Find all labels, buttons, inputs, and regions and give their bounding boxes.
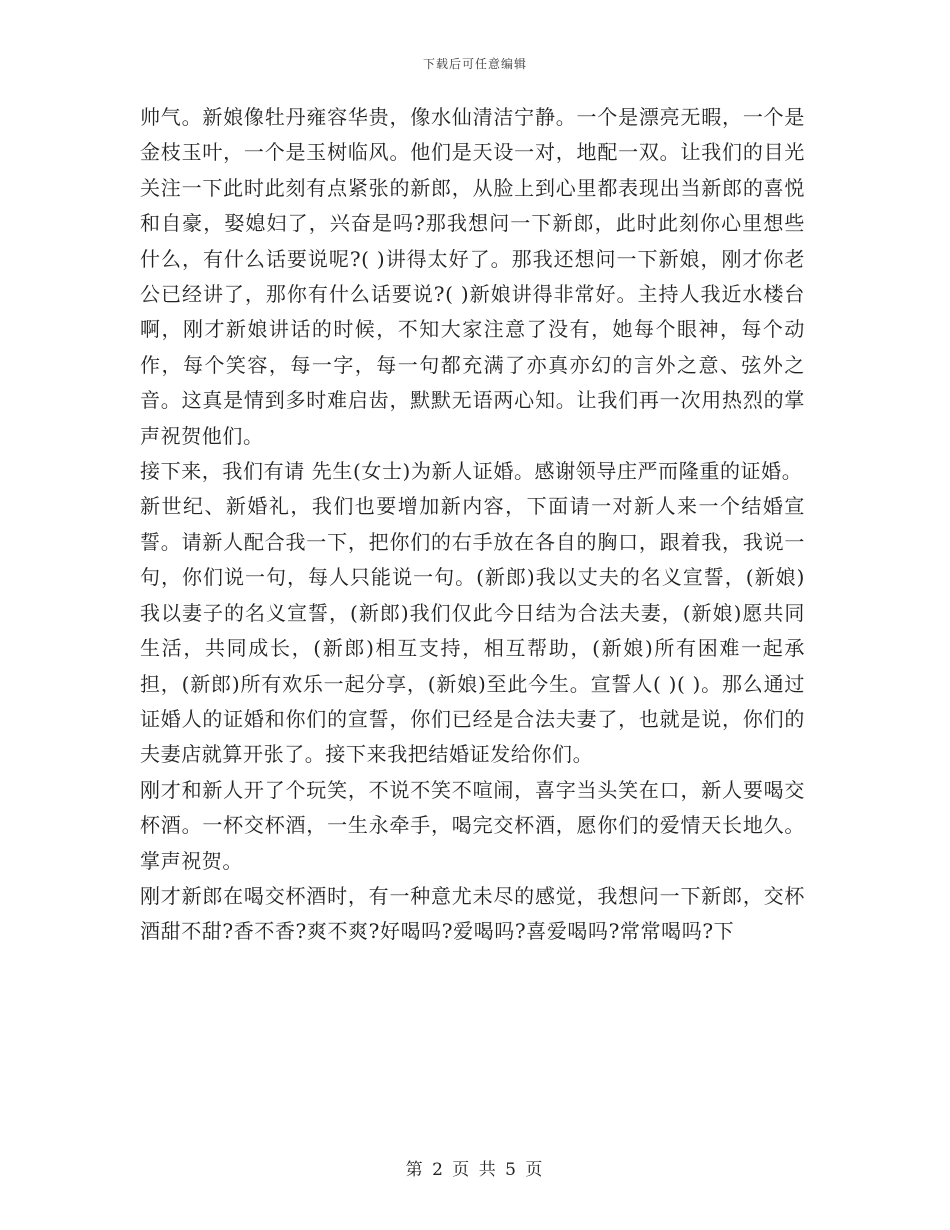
paragraph: 帅气。新娘像牡丹雍容华贵，像水仙清洁宁静。一个是漂亮无暇，一个是金枝玉叶，一个是玉树临风。他们是天设一对，地配一双。让我们的目光关注一下此时此刻有点紧张的新郎，从脸上到心里都表现出当新郎的喜悦和自豪，娶媳妇了，兴奋是吗?那我想问一下新郎，此时此刻你心里想些什么，有什么话要说呢?( )讲得太好了。那我还想问一下新娘，刚才你老公已经讲了，那你有什么话要说?( )新娘讲得非常好。主持人我近水楼台啊，刚才新娘讲话的时候，不知大家注意了没有，她每个眼神，每个动作，每个笑容，每一字，每一句都充满了亦真亦幻的言外之意、弦外之音。这真是情到多时难启齿，默默无语两心知。让我们再一次用热烈的掌声祝贺他们。 bbox=[140, 105, 805, 448]
page-footer: 第 2 页 共 5 页 bbox=[405, 1160, 545, 1180]
paragraph: 新世纪、新婚礼，我们也要增加新内容，下面请一对新人来一个结婚宣誓。请新人配合我一下，把你们的右手放在各自的胸口，跟着我，我说一句，你们说一句，每人只能说一句。(新郎)我以丈夫的名义宣誓，(新娘)我以妻子的名义宣誓，(新郎)我们仅此今日结为合法夫妻，(新娘)愿共同生活，共同成长，(新郎)相互支持，相互帮助，(新娘)所有困难一起承担，(新郎)所有欢乐一起分享，(新娘)至此今生。宣誓人( )( )。那么通过证婚人的证婚和你们的宣誓，你们已经是合法夫妻了，也就是说，你们的夫妻店就算开张了。接下来我把结婚证发给你们。 bbox=[140, 494, 805, 767]
page-header: 下载后可任意编辑 bbox=[422, 57, 527, 71]
paragraph: 接下来，我们有请 先生(女士)为新人证婚。感谢领导庄严而隆重的证婚。 bbox=[140, 459, 803, 484]
document-body bbox=[140, 100, 805, 950]
paragraph: 刚才和新人开了个玩笑，不说不笑不喧闹，喜字当头笑在口，新人要喝交杯酒。一杯交杯酒，一生永牵手，喝完交杯酒，愿你们的爱情天长地久。掌声祝贺。 bbox=[140, 777, 805, 873]
paragraph: 刚才新郎在喝交杯酒时，有一种意尤未尽的感觉，我想问一下新郎，交杯酒甜不甜?香不香?爽不爽?好喝吗?爱喝吗?喜爱喝吗?常常喝吗?下 bbox=[140, 883, 805, 944]
